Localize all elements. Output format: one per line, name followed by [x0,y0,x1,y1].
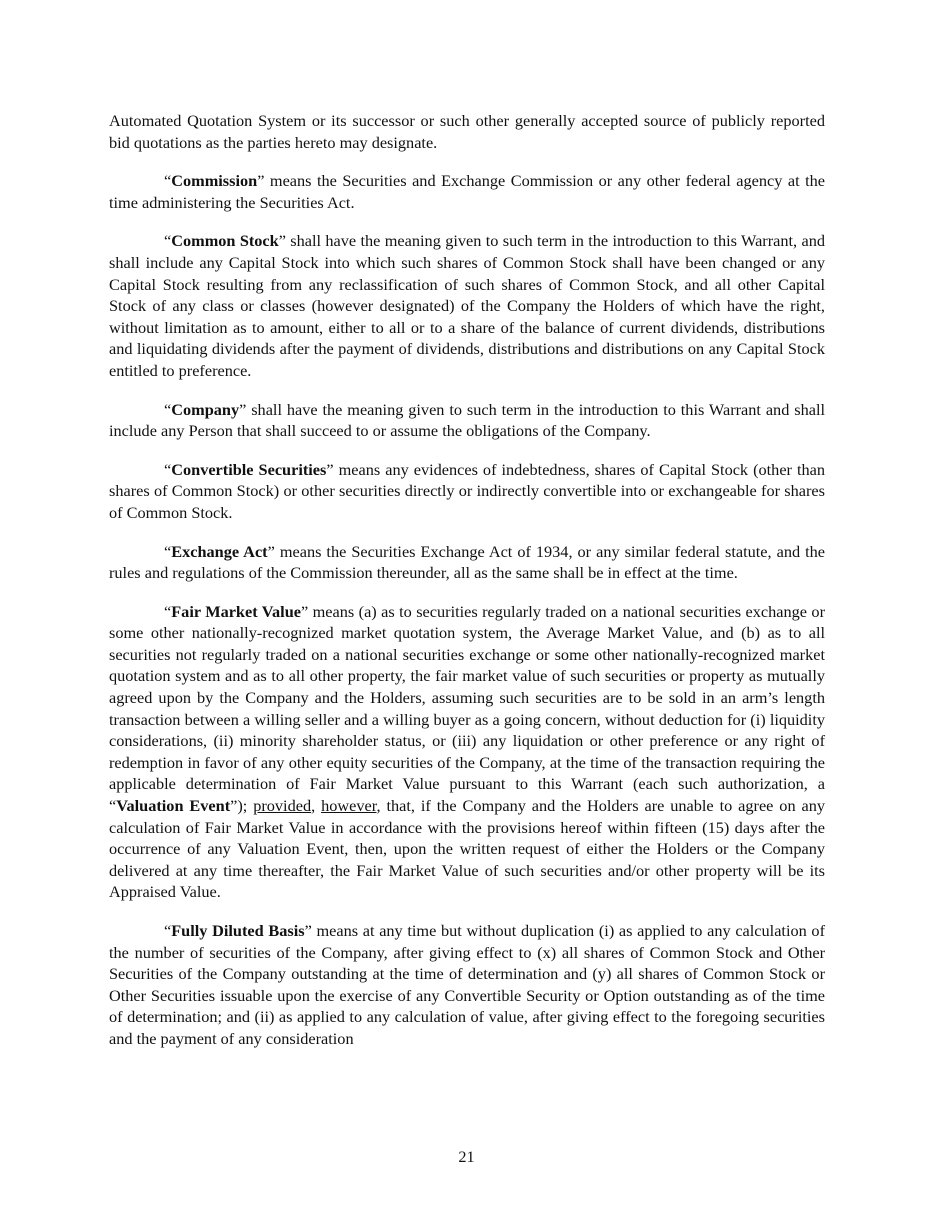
open-quote: “ [164,171,172,191]
open-quote: “ [164,459,172,479]
definition-text: ” means (a) as to securities regularly traded on a national securities exchange or some other nationally-recognized market quotation system, the Average Market Value, and (b) as to all securities not regularly traded on a national securities exchange or some other nationally-recognized market quotation system and as to all other property, the fair market value of such securities or property as mutually agreed upon by the Company and the Holders, assuming such securities are to be sold in an arm’s length transaction between a willing seller and a willing buyer as a going concern, without deduction for (i) liquidity considerations, (ii) minority shareholder status, or (iii) any liquidation or other preference or any right of redemption in favor of any other equity securities of the Company, at the time of the transaction requiring the applicable determination of Fair Market Value pursuant to this Warrant (each such authorization, a “ [109,601,825,816]
definition-text: ” means any evidences of indebtedness, shares of Capital Stock (other than shares of Common Stock) or other securities directly or indirectly convertible into or exchangeable for shares of Common Stock. [109,459,826,522]
definition-convertible-securities [109,459,825,524]
definition-fully-diluted-basis [109,920,825,1050]
defined-term-valuation-event: Valuation Event [116,796,231,816]
definition-text: ” means at any time but without duplication (i) as applied to any calculation of the number of securities of the Company, after giving effect to (x) all shares of Common Stock and Other Securities of the Company outstanding at the time of determination and (y) all shares of Common Stock or Other Securities issuable upon the exercise of any Convertible Security or Option outstanding as of the time of determination; and (ii) as applied to any calculation of value, after giving effect to the foregoing securities and the payment of any consideration [109,921,825,1048]
definition-text: ” shall have the meaning given to such term in the introduction to this Warrant, and shall include any Capital Stock into which such shares of Common Stock shall have been changed or any Capital Stock resulting from any reclassification of such shares of Common Stock, and all other Capital Stock of any class or classes (however designated) of the Company the Holders of which have the right, without limitation as to amount, either to all or to a share of the balance of current dividends, distributions and liquidating dividends after the payment of dividends, distributions and distributions on any Capital Stock entitled to preference. [109,231,825,380]
definition-common-stock [109,230,825,381]
defined-term: Company [171,399,240,419]
defined-term: Convertible Securities [171,459,327,479]
open-quote: “ [164,399,172,419]
underlined-however: however [321,796,377,816]
definition-fair-market-value [109,601,825,903]
defined-term: Fully Diluted Basis [171,921,305,940]
page-number: 21 [458,1147,475,1166]
definition-text: ”); [230,796,254,816]
definition-exchange-act [109,541,825,584]
definition-text: , that, if the Company and the Holders are unable to agree on any calculation of Fair Market Value in accordance with the provisions hereof within fifteen (15) days after the occurrence of any Valuation Event, then, upon the written request of either the Holders or the Company delivered at any time thereafter, the Fair Market Value of such securities and/or other property will be its Appraised Value. [109,796,826,902]
definition-company [109,399,825,442]
definition-text: ” shall have the meaning given to such term in the introduction to this Warrant and shall include any Person that shall succeed to or assume the obligations of the Company. [109,399,825,441]
defined-term: Fair Market Value [171,601,301,621]
definition-text: , [311,796,322,816]
definition-text: ” means the Securities Exchange Act of 1934, or any similar federal statute, and the rules and regulations of the Commission thereunder, all as the same shall be in effect at the time. [109,541,825,583]
paragraph-continuation: Automated Quotation System or its successor or such other generally accepted source of publicly reported bid quotations as the parties hereto may designate. [109,111,825,152]
open-quote: “ [164,601,172,621]
definition-commission [109,170,825,213]
page-body [109,110,825,1067]
definition-text: ” means the Securities and Exchange Commission or any other federal agency at the time administering the Securities Act. [109,171,825,212]
underlined-provided: provided [253,796,312,816]
defined-term: Exchange Act [171,541,268,561]
defined-term: Commission [171,171,258,191]
defined-term: Common Stock [171,231,279,251]
open-quote: “ [164,921,172,940]
open-quote: “ [164,541,172,561]
open-quote: “ [164,231,172,251]
